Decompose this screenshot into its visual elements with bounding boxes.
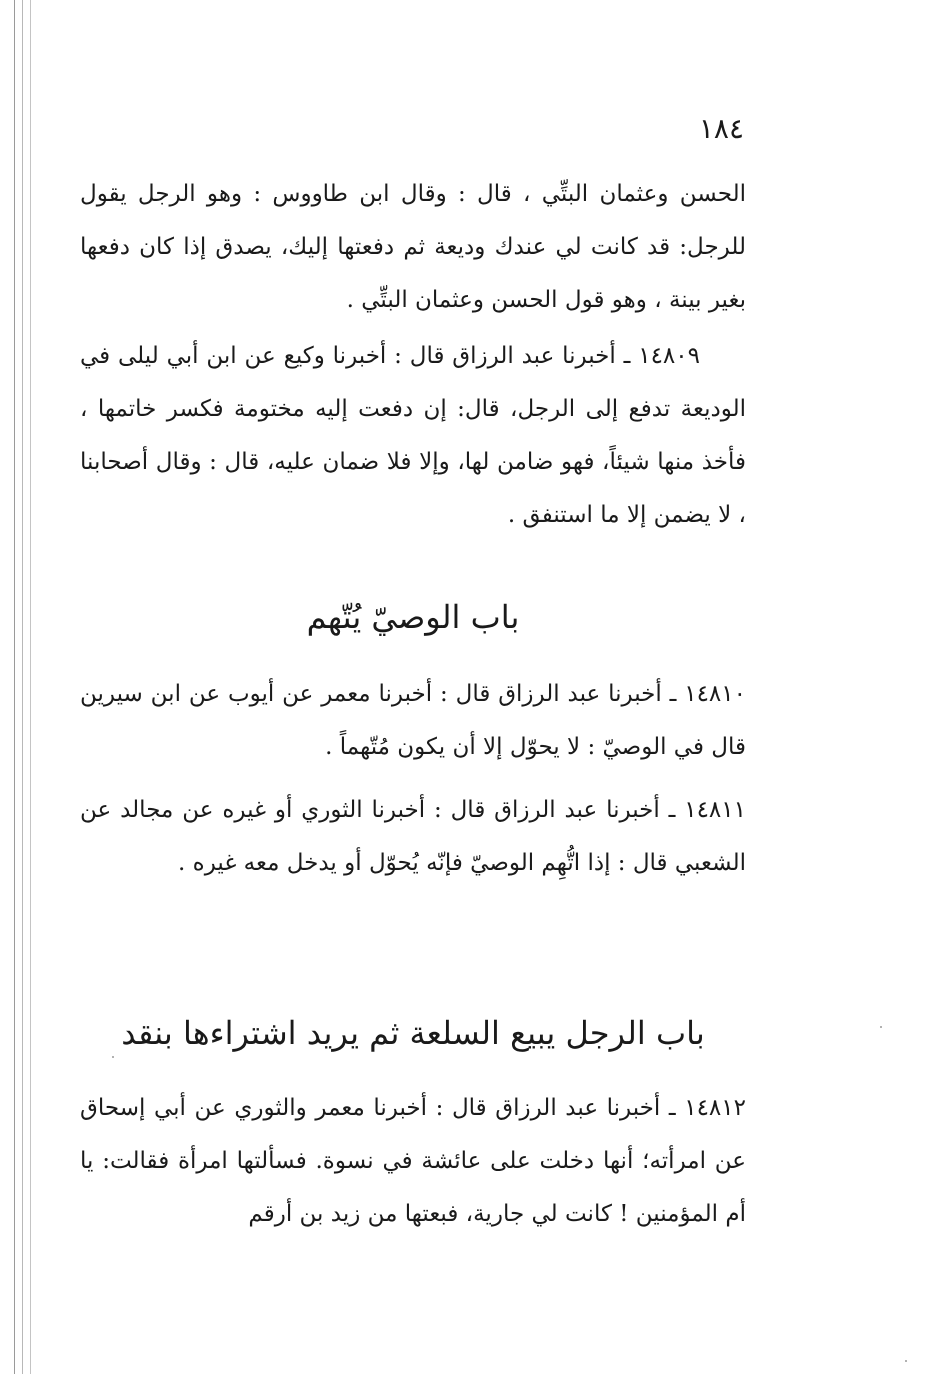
paragraph: الحسن وعثمان البتِّي ، قال : وقال ابن طاووس : وهو الرجل يقول للرجل: قد كانت لي عندك وديعة ثم دفعتها إليك، يصدق إذا كان دفعها بغير بينة ، وهو قول الحسن وعثمان البتِّي . <box>80 181 746 313</box>
paragraph: ١٤٨١٠ ـ أخبرنا عبد الرزاق قال : أخبرنا معمر عن أيوب عن ابن سيرين قال في الوصيّ : لا يحوّل إلا أن يكون مُتّهماً . <box>80 681 746 760</box>
page-number: ١٨٤ <box>698 112 744 145</box>
scan-speck <box>905 1360 907 1362</box>
paragraph: ١٤٨٠٩ ـ أخبرنا عبد الرزاق قال : أخبرنا وكيع عن ابن أبي ليلى في الوديعة تدفع إلى الرجل، قال: إن دفعت إليه مختومة فكسر خاتمها ، فأخذ منها شيئاً، فهو ضامن لها، وإلا فلا ضمان عليه، قال : وقال أصحابنا ، لا يضمن إلا ما استنفق . <box>80 343 746 528</box>
paragraph: ١٤٨١١ ـ أخبرنا عبد الرزاق قال : أخبرنا الثوري أو غيره عن مجالد عن الشعبي قال : إذا اتُّهِم الوصيّ فإنّه يُحوّل أو يدخل معه غيره . <box>80 797 746 876</box>
binding-edge-line <box>22 0 23 1374</box>
paragraph-continuation <box>80 168 746 327</box>
hadith-14812 <box>80 1082 746 1241</box>
scan-speck <box>112 1056 114 1058</box>
hadith-14809 <box>80 330 746 542</box>
hadith-14811 <box>80 784 746 890</box>
binding-edge-line <box>30 0 31 1374</box>
section-heading: باب الوصيّ يُتّهم <box>306 598 520 636</box>
section-heading: باب الرجل يبيع السلعة ثم يريد اشتراءها بنقد <box>121 1014 705 1052</box>
paragraph: ١٤٨١٢ ـ أخبرنا عبد الرزاق قال : أخبرنا معمر والثوري عن أبي إسحاق عن امرأته؛ أنها دخلت على عائشة في نسوة. فسألتها امرأة فقالت: يا أم المؤمنين ! كانت لي جارية، فبعتها من زيد بن أرقم <box>80 1095 746 1227</box>
scan-speck <box>880 1026 882 1028</box>
hadith-14810 <box>80 668 746 774</box>
binding-edge-line <box>14 0 15 1374</box>
